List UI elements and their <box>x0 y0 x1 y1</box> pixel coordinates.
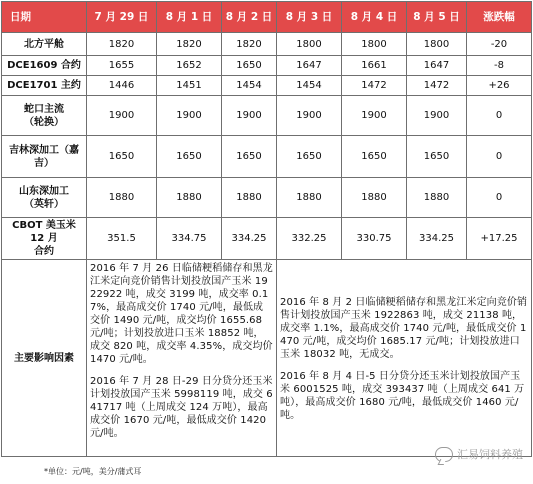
value-cell: 1650 <box>407 136 467 178</box>
value-cell: 1900 <box>87 96 157 136</box>
value-cell: +26 <box>467 76 532 96</box>
header-cell: 8 月 1 日 <box>157 2 222 33</box>
value-cell: 1472 <box>342 76 407 96</box>
value-cell: 1454 <box>277 76 342 96</box>
watermark-text: 汇易饲料养殖 <box>457 448 523 461</box>
value-cell: 330.75 <box>342 218 407 260</box>
value-cell: 1472 <box>407 76 467 96</box>
table-row <box>2 33 532 56</box>
value-cell: 1655 <box>87 56 157 76</box>
row-label <box>2 178 87 218</box>
value-cell: 1800 <box>407 33 467 56</box>
row-label-line: 吉林深加工（嘉吉） <box>9 144 79 169</box>
header-cell: 8 月 5 日 <box>407 2 467 33</box>
factors-text-left <box>87 260 277 457</box>
row-label <box>2 33 87 56</box>
watermark <box>435 446 523 462</box>
row-label-line: CBOT 美玉米 12 月 <box>12 220 76 244</box>
value-cell: +17.25 <box>467 218 532 260</box>
row-label-line: （轮换） <box>24 116 64 128</box>
value-cell: 1900 <box>222 96 277 136</box>
row-label-line: 北方平舱 <box>24 38 64 50</box>
value-cell: 1650 <box>222 136 277 178</box>
value-cell: 1880 <box>342 178 407 218</box>
wechat-bubble-icon <box>435 447 453 462</box>
value-cell: 1820 <box>222 33 277 56</box>
value-cell: 1647 <box>407 56 467 76</box>
row-label <box>2 76 87 96</box>
row-label-line: 合约 <box>34 246 54 257</box>
row-label <box>2 136 87 178</box>
value-cell: 1800 <box>342 33 407 56</box>
table-row <box>2 96 532 136</box>
value-cell: 1451 <box>157 76 222 96</box>
header-cell: 8 月 2 日 <box>222 2 277 33</box>
value-cell: 1900 <box>407 96 467 136</box>
table-row <box>2 76 532 96</box>
value-cell: 1900 <box>342 96 407 136</box>
header-cell: 涨跌幅 <box>467 2 532 33</box>
value-cell: 1661 <box>342 56 407 76</box>
value-cell: 0 <box>467 178 532 218</box>
value-cell: 0 <box>467 96 532 136</box>
value-cell: 1820 <box>87 33 157 56</box>
value-cell: 1454 <box>222 76 277 96</box>
value-cell: 1880 <box>157 178 222 218</box>
row-label-line: 蛇口主流 <box>24 103 64 115</box>
row-label-line: 山东深加工 <box>19 185 69 197</box>
value-cell: -8 <box>467 56 532 76</box>
table-row <box>2 178 532 218</box>
table-row <box>2 56 532 76</box>
value-cell: 1880 <box>87 178 157 218</box>
row-label <box>2 56 87 76</box>
value-cell: 1820 <box>157 33 222 56</box>
row-label <box>2 96 87 136</box>
row-label <box>2 218 87 260</box>
factor-paragraph: 2016 年 8 月 4 日-5 日分贷分还玉米计划投放国产玉米 6001525 吨，成交 393437 吨（上周成交 641 万吨），最高成交价 1680 元/吨，最低成交价 1460 元/吨。 <box>280 371 525 421</box>
factors-label: 主要影响因素 <box>2 260 87 457</box>
value-cell: 0 <box>467 136 532 178</box>
value-cell: 1650 <box>87 136 157 178</box>
row-label-line: （英轩） <box>24 198 64 210</box>
value-cell: -20 <box>467 33 532 56</box>
value-cell: 1880 <box>407 178 467 218</box>
value-cell: 1880 <box>222 178 277 218</box>
value-cell: 1650 <box>157 136 222 178</box>
value-cell: 1880 <box>277 178 342 218</box>
header-cell: 8 月 4 日 <box>342 2 407 33</box>
row-label-line: DCE1609 合约 <box>7 60 81 71</box>
table-row <box>2 218 532 260</box>
factors-text-right <box>277 260 532 457</box>
table-row <box>2 136 532 178</box>
value-cell: 1650 <box>277 136 342 178</box>
value-cell: 1652 <box>157 56 222 76</box>
value-cell: 332.25 <box>277 218 342 260</box>
header-cell: 8 月 3 日 <box>277 2 342 33</box>
value-cell: 1900 <box>157 96 222 136</box>
value-cell: 351.5 <box>87 218 157 260</box>
value-cell: 1650 <box>222 56 277 76</box>
value-cell: 1650 <box>342 136 407 178</box>
row-label-line: DCE1701 主约 <box>7 80 81 91</box>
header-cell: 7 月 29 日 <box>87 2 157 33</box>
table-header-row <box>2 2 532 33</box>
unit-note: *单位：元/吨，美分/蒲式耳 <box>44 467 142 476</box>
value-cell: 1900 <box>277 96 342 136</box>
value-cell: 334.75 <box>157 218 222 260</box>
factor-paragraph: 2016 年 7 月 28 日-29 日分贷分还玉米计划投放国产玉米 5998119 吨，成交 641717 吨（上周成交 124 万吨），最高成交价 1670 元/吨，最低成交价 1420 元/吨。 <box>90 376 273 439</box>
price-table <box>1 1 532 457</box>
value-cell: 334.25 <box>222 218 277 260</box>
value-cell: 1800 <box>277 33 342 56</box>
factor-paragraph: 2016 年 7 月 26 日临储粳稻储存和黑龙江米定向竞价销售计划投放国产玉米 1922922 吨，成交 3199 吨，成交率 0.17%，最高成交价 1740 元/吨，最低成交价 1490 元/吨，成交均价 1655.68 元/吨；计划投放进口玉米 18852 吨，成交 820 吨，成交率 4.35%，成交均价 1470 元/吨。 <box>90 263 273 365</box>
factors-row <box>2 260 532 457</box>
factor-paragraph: 2016 年 8 月 2 日临储粳稻储存和黑龙江米定向竞价销售计划投放国产玉米 1922863 吨，成交 21138 吨，成交率 1.1%，最高成交价 1740 元/吨，最低成交价 1470 元/吨，成交均价 1685.17 元/吨；计划投放进口玉米 18032 吨，无成交。 <box>280 297 528 360</box>
value-cell: 1446 <box>87 76 157 96</box>
header-cell: 日期 <box>2 2 87 33</box>
value-cell: 334.25 <box>407 218 467 260</box>
value-cell: 1647 <box>277 56 342 76</box>
